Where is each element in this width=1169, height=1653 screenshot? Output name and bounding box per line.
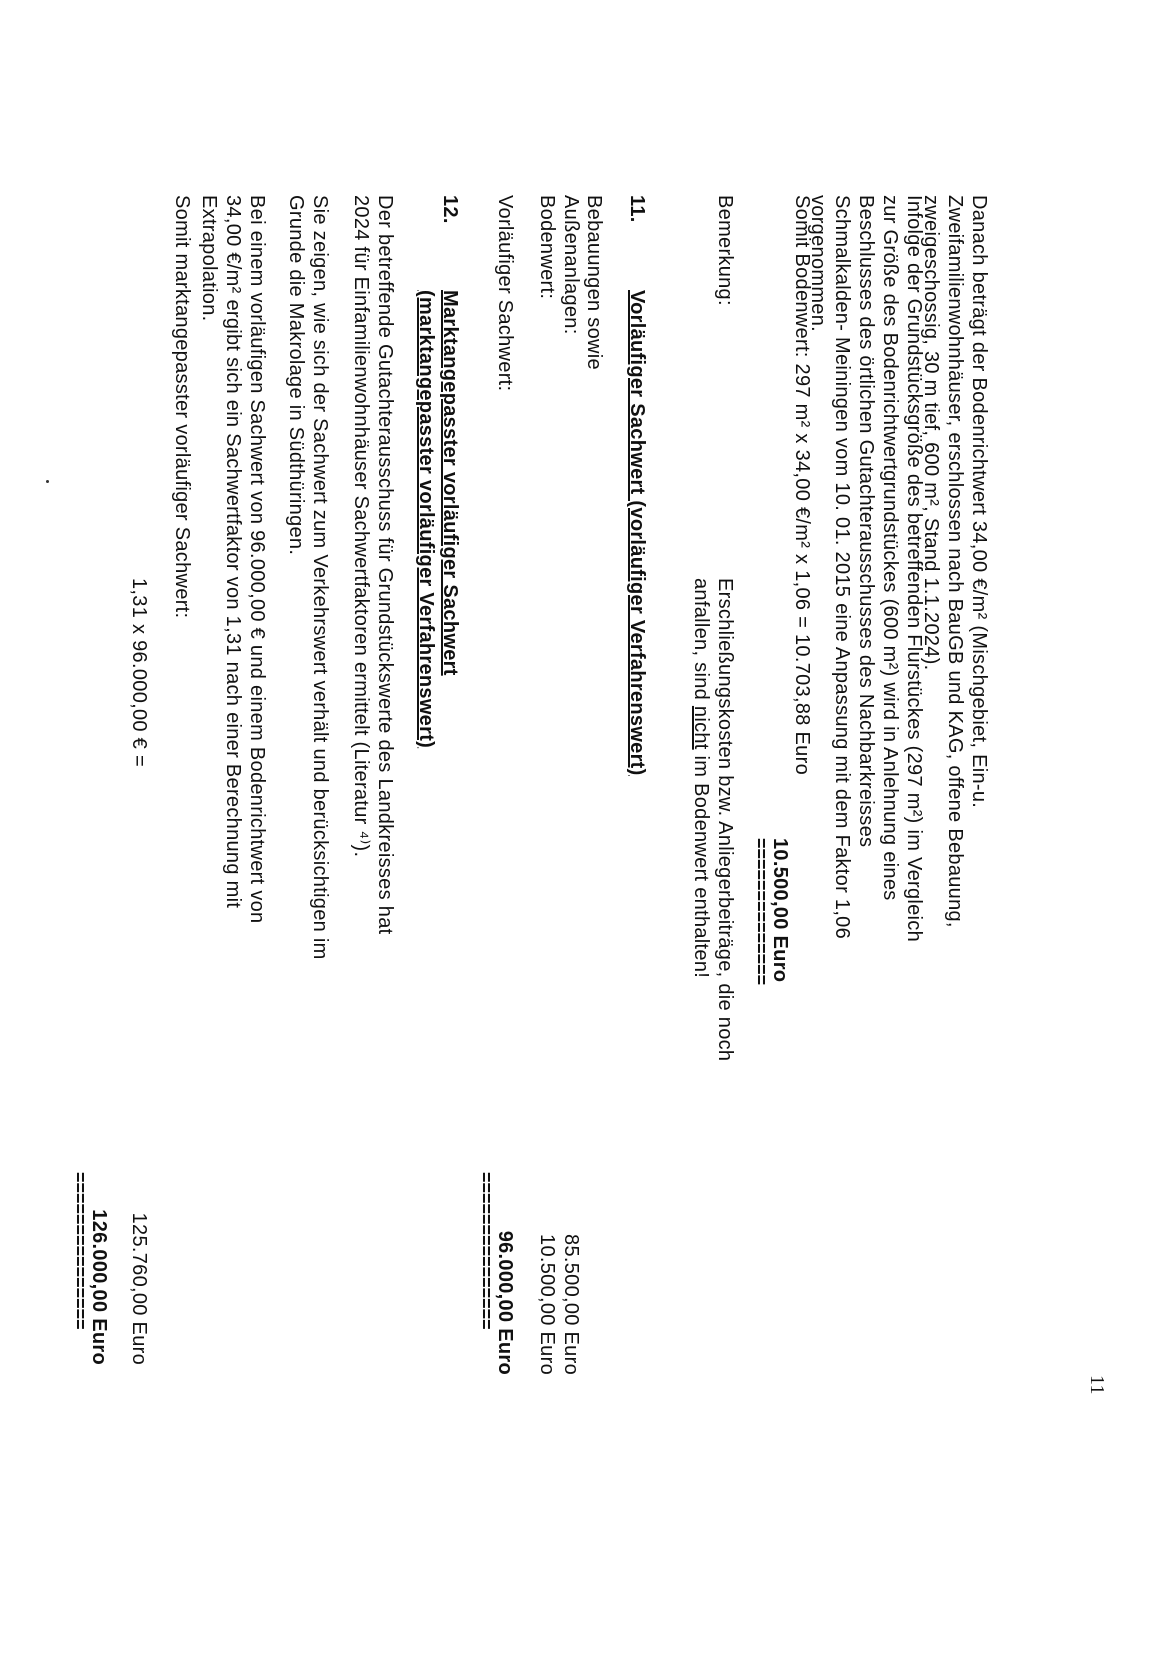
- land-value-calc: 297 m² x 34,00 €/m² x 1,06 = 10.703,88 Euro: [791, 363, 813, 775]
- remark-emphasis: nicht: [690, 705, 712, 750]
- page-number: 11: [1086, 1375, 1108, 1395]
- section-12-title-line: (marktangepasster vorläufiger Verfahrenswert): [415, 290, 437, 749]
- intro-line: zweigeschossig, 30 m tief, 600 m², Stand 1.1.2024).: [920, 195, 942, 671]
- section-12-paragraph-2: [284, 195, 332, 960]
- section-11-row-label: Bebauungen sowie: [583, 195, 605, 370]
- section-12-number: 12.: [439, 195, 461, 224]
- section-12-final-value: 126.000,00 Euro: [88, 1209, 110, 1365]
- paragraph-line: Bei einem vorläufigen Sachwert von 96.000,00 € und einem Bodenrichtwert von: [246, 195, 268, 924]
- land-value-rule: ==============: [751, 838, 771, 986]
- paragraph-line: Sie zeigen, wie sich der Sachwert zum Verkehrswert verhält und berücksichtigen im: [309, 195, 331, 960]
- intro-paragraph: [919, 195, 991, 928]
- section-11-row-value: 10.500,00 Euro: [536, 1234, 558, 1375]
- intro-line: Zweifamilienwohnhäuser, erschlossen nach BauGB und KAG, offene Bebauung,: [944, 195, 966, 928]
- adjustment-line: zur Größe des Bodenrichtwertgrundstückes (600 m²) wird in Anlehnung eines: [879, 195, 901, 901]
- paragraph-line: 2024 für Einfamilienwohnhäuser Sachwertfaktoren ermittelt (Literatur ⁴⁾).: [350, 195, 372, 858]
- section-11-row-value: 85.500,00 Euro: [560, 1234, 582, 1375]
- section-11-total-label: Vorläufiger Sachwert:: [494, 195, 516, 392]
- paragraph-line: 34,00 €/m² ergibt sich ein Sachwertfaktor von 1,31 nach einer Berechnung mit: [222, 195, 244, 909]
- section-12-title-line: Marktangepasster vorläufiger Sachwert: [439, 290, 461, 676]
- section-12-paragraph-3: [197, 195, 269, 924]
- section-12-final-rule: ===============: [70, 1172, 90, 1330]
- section-11-number: 11.: [626, 195, 648, 223]
- land-value-result: 10.500,00 Euro: [769, 838, 791, 983]
- section-11-row-label: Bodenwert:: [536, 195, 558, 300]
- section-11-total-rule: ===============: [476, 1172, 496, 1330]
- adjustment-line: Infolge der Grundstücksgröße des betreffenden Flurstückes (297 m²) im Vergleich: [903, 195, 925, 943]
- section-12-calc-value: 125.760,00 Euro: [128, 1212, 150, 1365]
- remark-text: [689, 578, 737, 1061]
- section-11-title: Vorläufiger Sachwert (vorläufiger Verfahrenswert): [626, 290, 648, 776]
- adjustment-paragraph: [806, 195, 926, 942]
- section-12-paragraph-1: [349, 195, 397, 934]
- section-11-total-value: 96.000,00 Euro: [494, 1230, 516, 1375]
- adjustment-line: vorgenommen.: [807, 195, 829, 332]
- section-11-row-label: Außenanlagen:: [560, 195, 582, 335]
- paragraph-line: Grunde die Makrolage in Südthüringen.: [285, 195, 307, 556]
- adjustment-line: Beschlusses des örtlichen Gutachterausschusses des Nachbarkreisses: [855, 195, 877, 848]
- remark-line: Erschließungskosten bzw. Anliegerbeiträge, die noch: [714, 578, 736, 1062]
- scan-speck: [46, 480, 49, 483]
- land-value-label: Somit Bodenwert:: [791, 195, 813, 358]
- remark-label: Bemerkung:: [714, 195, 736, 306]
- paragraph-line: Extrapolation.: [198, 195, 220, 322]
- section-12-calc: 1,31 x 96.000,00 € =: [128, 578, 150, 767]
- section-12-title: [414, 290, 462, 748]
- section-12-result-label: Somit marktangepasster vorläufiger Sachwert:: [171, 195, 193, 619]
- paragraph-line: Der betreffende Gutachterausschuss für Grundstückswerte des Landkreisses hat: [374, 195, 396, 935]
- intro-line: Danach beträgt der Bodenrichtwert 34,00 €/m² (Mischgebiet, Ein-u.: [968, 195, 990, 809]
- adjustment-line: Schmalkalden- Meiningen vom 10. 01. 2015 eine Anpassung mit dem Faktor 1,06: [831, 195, 853, 940]
- remark-line-2: anfallen, sind nicht im Bodenwert enthalten!: [690, 578, 712, 979]
- land-value-line: [790, 195, 814, 775]
